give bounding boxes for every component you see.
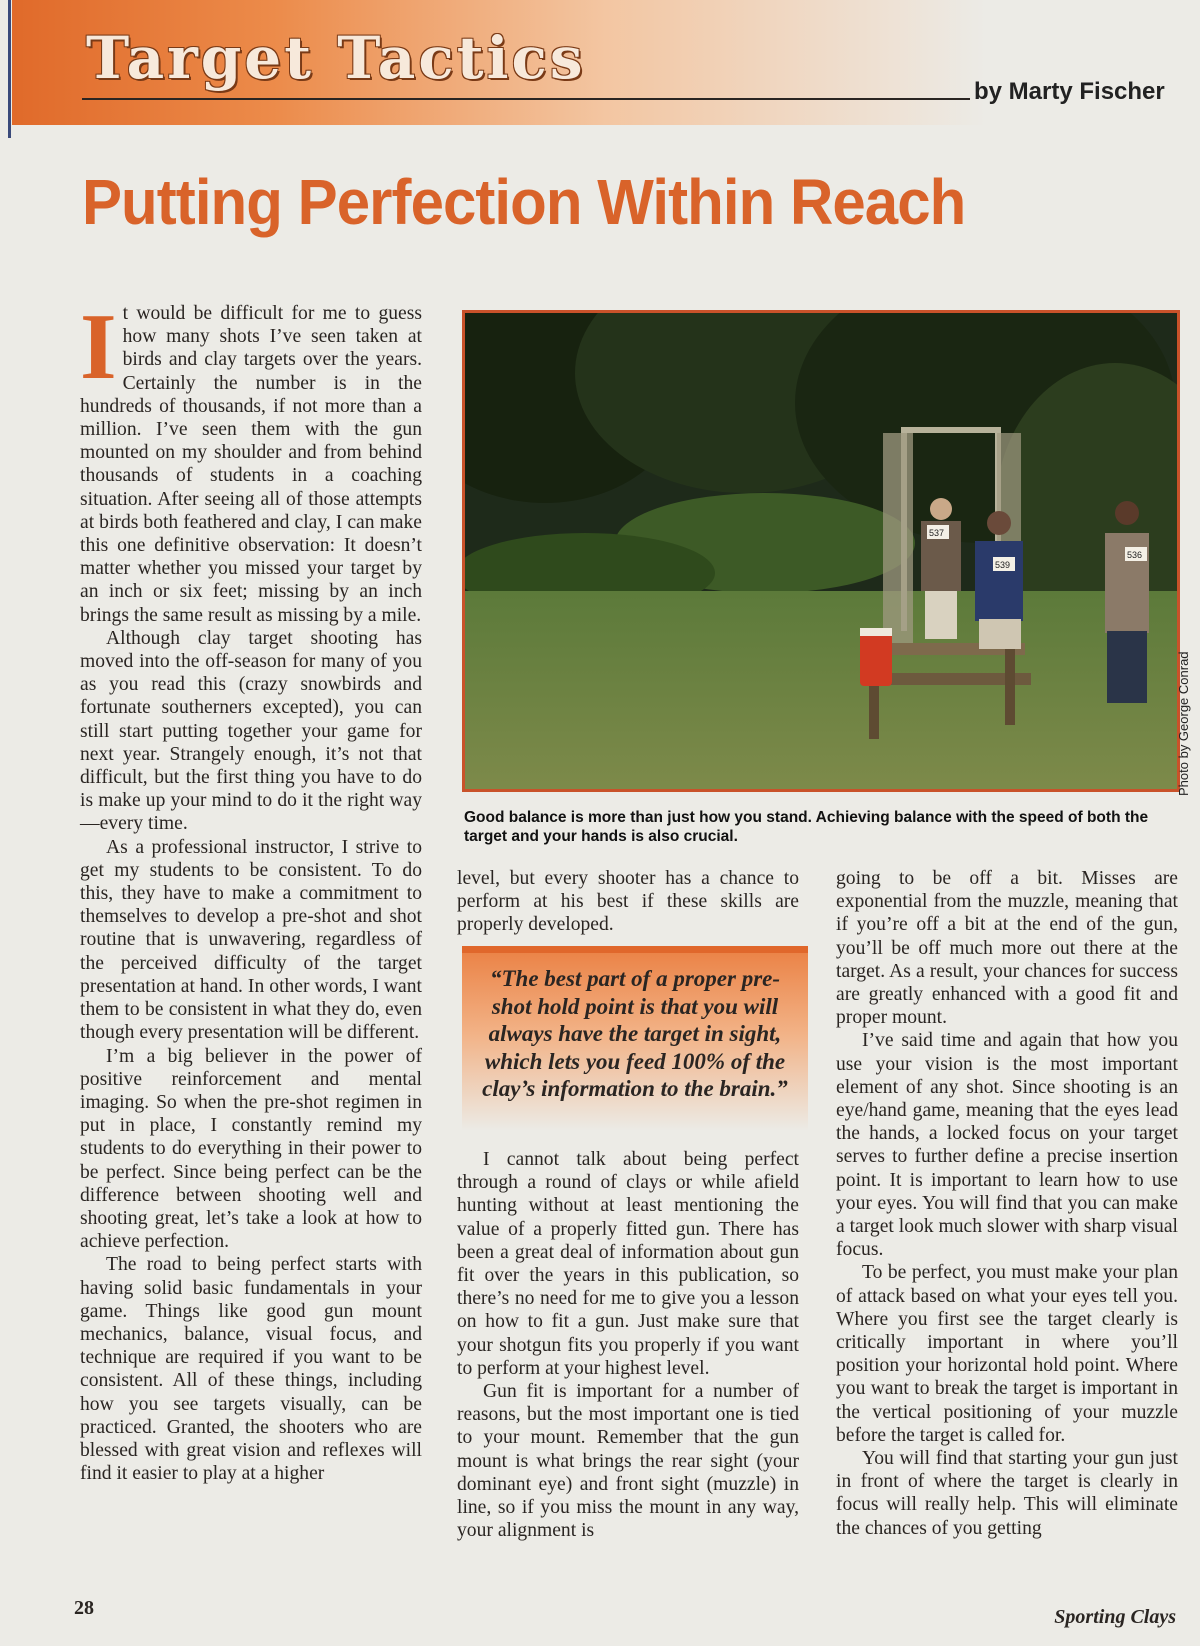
- header-rule: [82, 98, 970, 100]
- article-column-3: [836, 867, 1178, 1540]
- article-paragraph: I cannot talk about being perfect through a round of clays or while afield hunting without at least mentioning the value of a properly fitted gun. There has been a great deal of information about gun fit over the years in this publication, so there’s no need for me to give you a lesson on how to fit a gun. Just make sure that your shotgun fits you properly if you want to perform at your highest level.: [457, 1149, 799, 1379]
- article-paragraph: You will find that starting your gun just in front of where the target is clearly in focus will really help. This will eliminate the chances of you getting: [836, 1448, 1178, 1539]
- article-paragraph: I’ve said time and again that how you use your vision is the most important element of any shot. Since shooting is an eye/hand game, meaning that the eyes lead the hands, a locked focus on your target serves to further define a precise insertion point. It is important to learn how to use your eyes. You will find that you can make a target look much slower with sharp visual focus.: [836, 1030, 1178, 1261]
- article-paragraph: To be perfect, you must make your plan of attack based on what your eyes tell you. Where you first see the target clearly is critically important in where you’ll position your horizontal hold point. Where you want to break the target is important in the vertical positioning of your muzzle before the target is called for.: [836, 1262, 1178, 1446]
- page-number: 28: [74, 1597, 94, 1619]
- page-edge-bar: [8, 0, 11, 138]
- vest-number-536: 536: [1127, 550, 1143, 560]
- article-paragraph: I’m a big believer in the power of positive reinforcement and mental imaging. So when the pre-shot regimen in put in place, I constantly remind my students to do everything in their power to be perfect. Since being perfect can be the difference between shooting well and shooting great, let’s take a look at how to achieve perfection.: [80, 1045, 422, 1253]
- magazine-name: Sporting Clays: [1054, 1606, 1176, 1628]
- shooters-at-station-photo: [465, 313, 1177, 789]
- article-paragraph: It would be difficult for me to guess how many shots I’ve seen taken at birds and clay targets over the years. Certainly the number is in the hundreds of thousands, if not more than a million. I’ve seen them with the gun mounted on my shoulder and from behind thousands of students in a coaching situation. After seeing all of those attempts at birds both feathered and clay, I can make this one definitive observation: It doesn’t matter whether you missed your target by an inch or six feet; missing by an inch brings the same result as missing by a mile.: [80, 295, 422, 626]
- article-paragraph: Although clay target shooting has moved into the off-season for many of you as you read this (crazy snowbirds and fortunate southerners excepted), you can still start putting together your game for next year. Strangely enough, it’s not that difficult, but the first thing you have to do is make up your mind to do it the right way—every time.: [80, 627, 422, 835]
- vest-number-539: 539: [995, 560, 1011, 570]
- photo-credit: Photo by George Conrad: [1176, 651, 1191, 796]
- article-paragraph: level, but every shooter has a chance to perform at his best if these skills are properly developed.: [457, 868, 799, 936]
- pull-quote-text: “The best part of a proper pre-shot hold point is that you will always have the target in sight, which lets you feed 100% of the clay’s information to the brain.”: [482, 966, 788, 1101]
- column-title: Target Tactics: [86, 24, 586, 92]
- drop-cap: I: [80, 295, 117, 399]
- article-paragraph: Gun fit is important for a number of reasons, but the most important one is tied to your mount. Remember that the gun mount is what brings the rear sight (your dominant eye) and front sight (muzzle) in line, so if you miss the mount in any way, your alignment is: [457, 1381, 799, 1542]
- article-column-2-top: [457, 867, 799, 937]
- photo-caption: Good balance is more than just how you stand. Achieving balance with the speed of both the target and your hands is also crucial.: [464, 809, 1149, 845]
- article-column-2: [457, 1148, 799, 1542]
- vest-number-537: 537: [929, 528, 945, 538]
- article-paragraph: The road to being perfect starts with having solid basic fundamentals in your game. Things like good gun mount mechanics, balance, visual focus, and technique are required if you want to be consistent. All of these things, including how you see targets visually, can be practiced. Granted, the shooters who are blessed with great vision and reflexes will find it easier to play at a higher: [80, 1254, 422, 1485]
- article-column-1: [80, 295, 422, 1485]
- article-paragraph: going to be off a bit. Misses are exponential from the muzzle, meaning that if you’re off a bit at the end of the gun, you’ll be off much more out there at the target. As a result, your chances for success are greatly enhanced with a good fit and proper mount.: [836, 868, 1178, 1029]
- article-paragraph: As a professional instructor, I strive to get my students to be consistent. To do this, they have to make a commitment to themselves to develop a pre-shot and shot routine that is unwavering, regardless of the perceived difficulty of the target presentation at hand. In other words, I want them to be consistent in what they do, even though every presentation will be different.: [80, 836, 422, 1044]
- article-headline: Putting Perfection Within Reach: [82, 166, 966, 238]
- byline: by Marty Fischer: [974, 78, 1165, 105]
- article-photo: [462, 310, 1180, 792]
- pull-quote: [462, 946, 808, 1131]
